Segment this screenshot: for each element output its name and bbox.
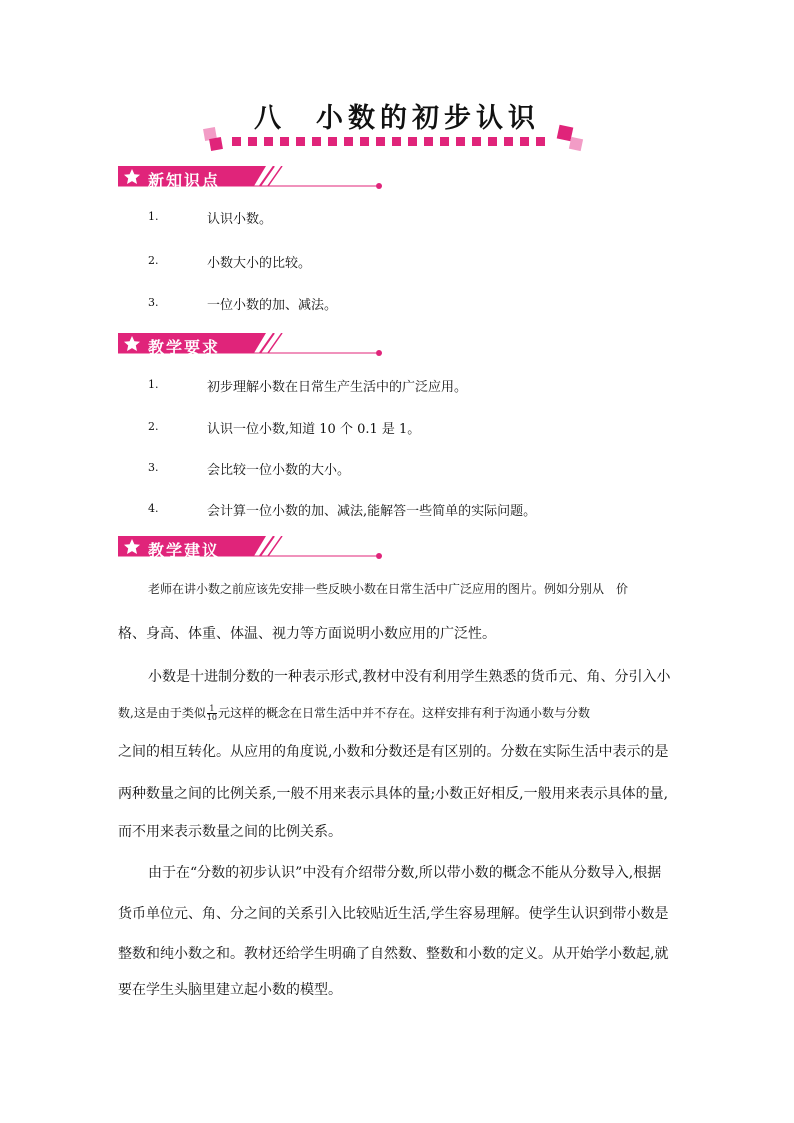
paragraph-line: 而不用来表示数量之间的比例关系。 <box>118 824 342 840</box>
fraction: $\frac{1}{10}$ <box>206 704 218 722</box>
section-header-suggestions <box>118 536 388 560</box>
paragraph-line: 要在学生头脑里建立起小数的模型。 <box>118 982 342 998</box>
chapter-number: 八 <box>254 103 286 134</box>
section-label: 教学建议 <box>148 541 221 560</box>
chapter-title: 小数的初步认识 <box>316 103 540 134</box>
section-header-requirements <box>118 333 388 357</box>
paragraph-line: 小数是十进制分数的一种表示形式,教材中没有利用学生熟悉的货币元、角、分引入小 <box>148 669 671 685</box>
paragraph-line: 两种数量之间的比例关系,一般不用来表示具体的量;小数正好相反,一般用来表示具体的量, <box>118 786 669 802</box>
paragraph-line: 由于在“分数的初步认识”中没有介绍带分数,所以带小数的概念不能从分数导入,根据 <box>148 865 662 881</box>
paragraph-line: 货币单位元、角、分之间的关系引入比较贴近生活,学生容易理解。使学生认识到带小数是 <box>118 906 669 922</box>
paragraph-line: 之间的相互转化。从应用的角度说,小数和分数还是有区别的。分数在实际生活中表示的是 <box>118 744 669 760</box>
paragraph-line-with-fraction: 数,这是由于类似 $\frac{1}{10}$ 元这样的概念在日常生活中并不存在。这样安排有利于沟通小数与分数 <box>118 704 591 722</box>
title-decoration <box>196 122 596 158</box>
section-label: 教学要求 <box>148 338 221 357</box>
paragraph-line: 整数和纯小数之和。教材还给学生明确了自然数、整数和小数的定义。从开始学小数起,就 <box>118 946 669 962</box>
paragraph-line: 格、身高、体重、体温、视力等方面说明小数应用的广泛性。 <box>118 626 496 642</box>
paragraph-line: 老师在讲小数之前应该先安排一些反映小数在日常生活中广泛应用的图片。例如分别从 价 <box>148 582 629 596</box>
section-header-knowledge <box>118 166 388 190</box>
section-label: 新知识点 <box>148 171 221 190</box>
